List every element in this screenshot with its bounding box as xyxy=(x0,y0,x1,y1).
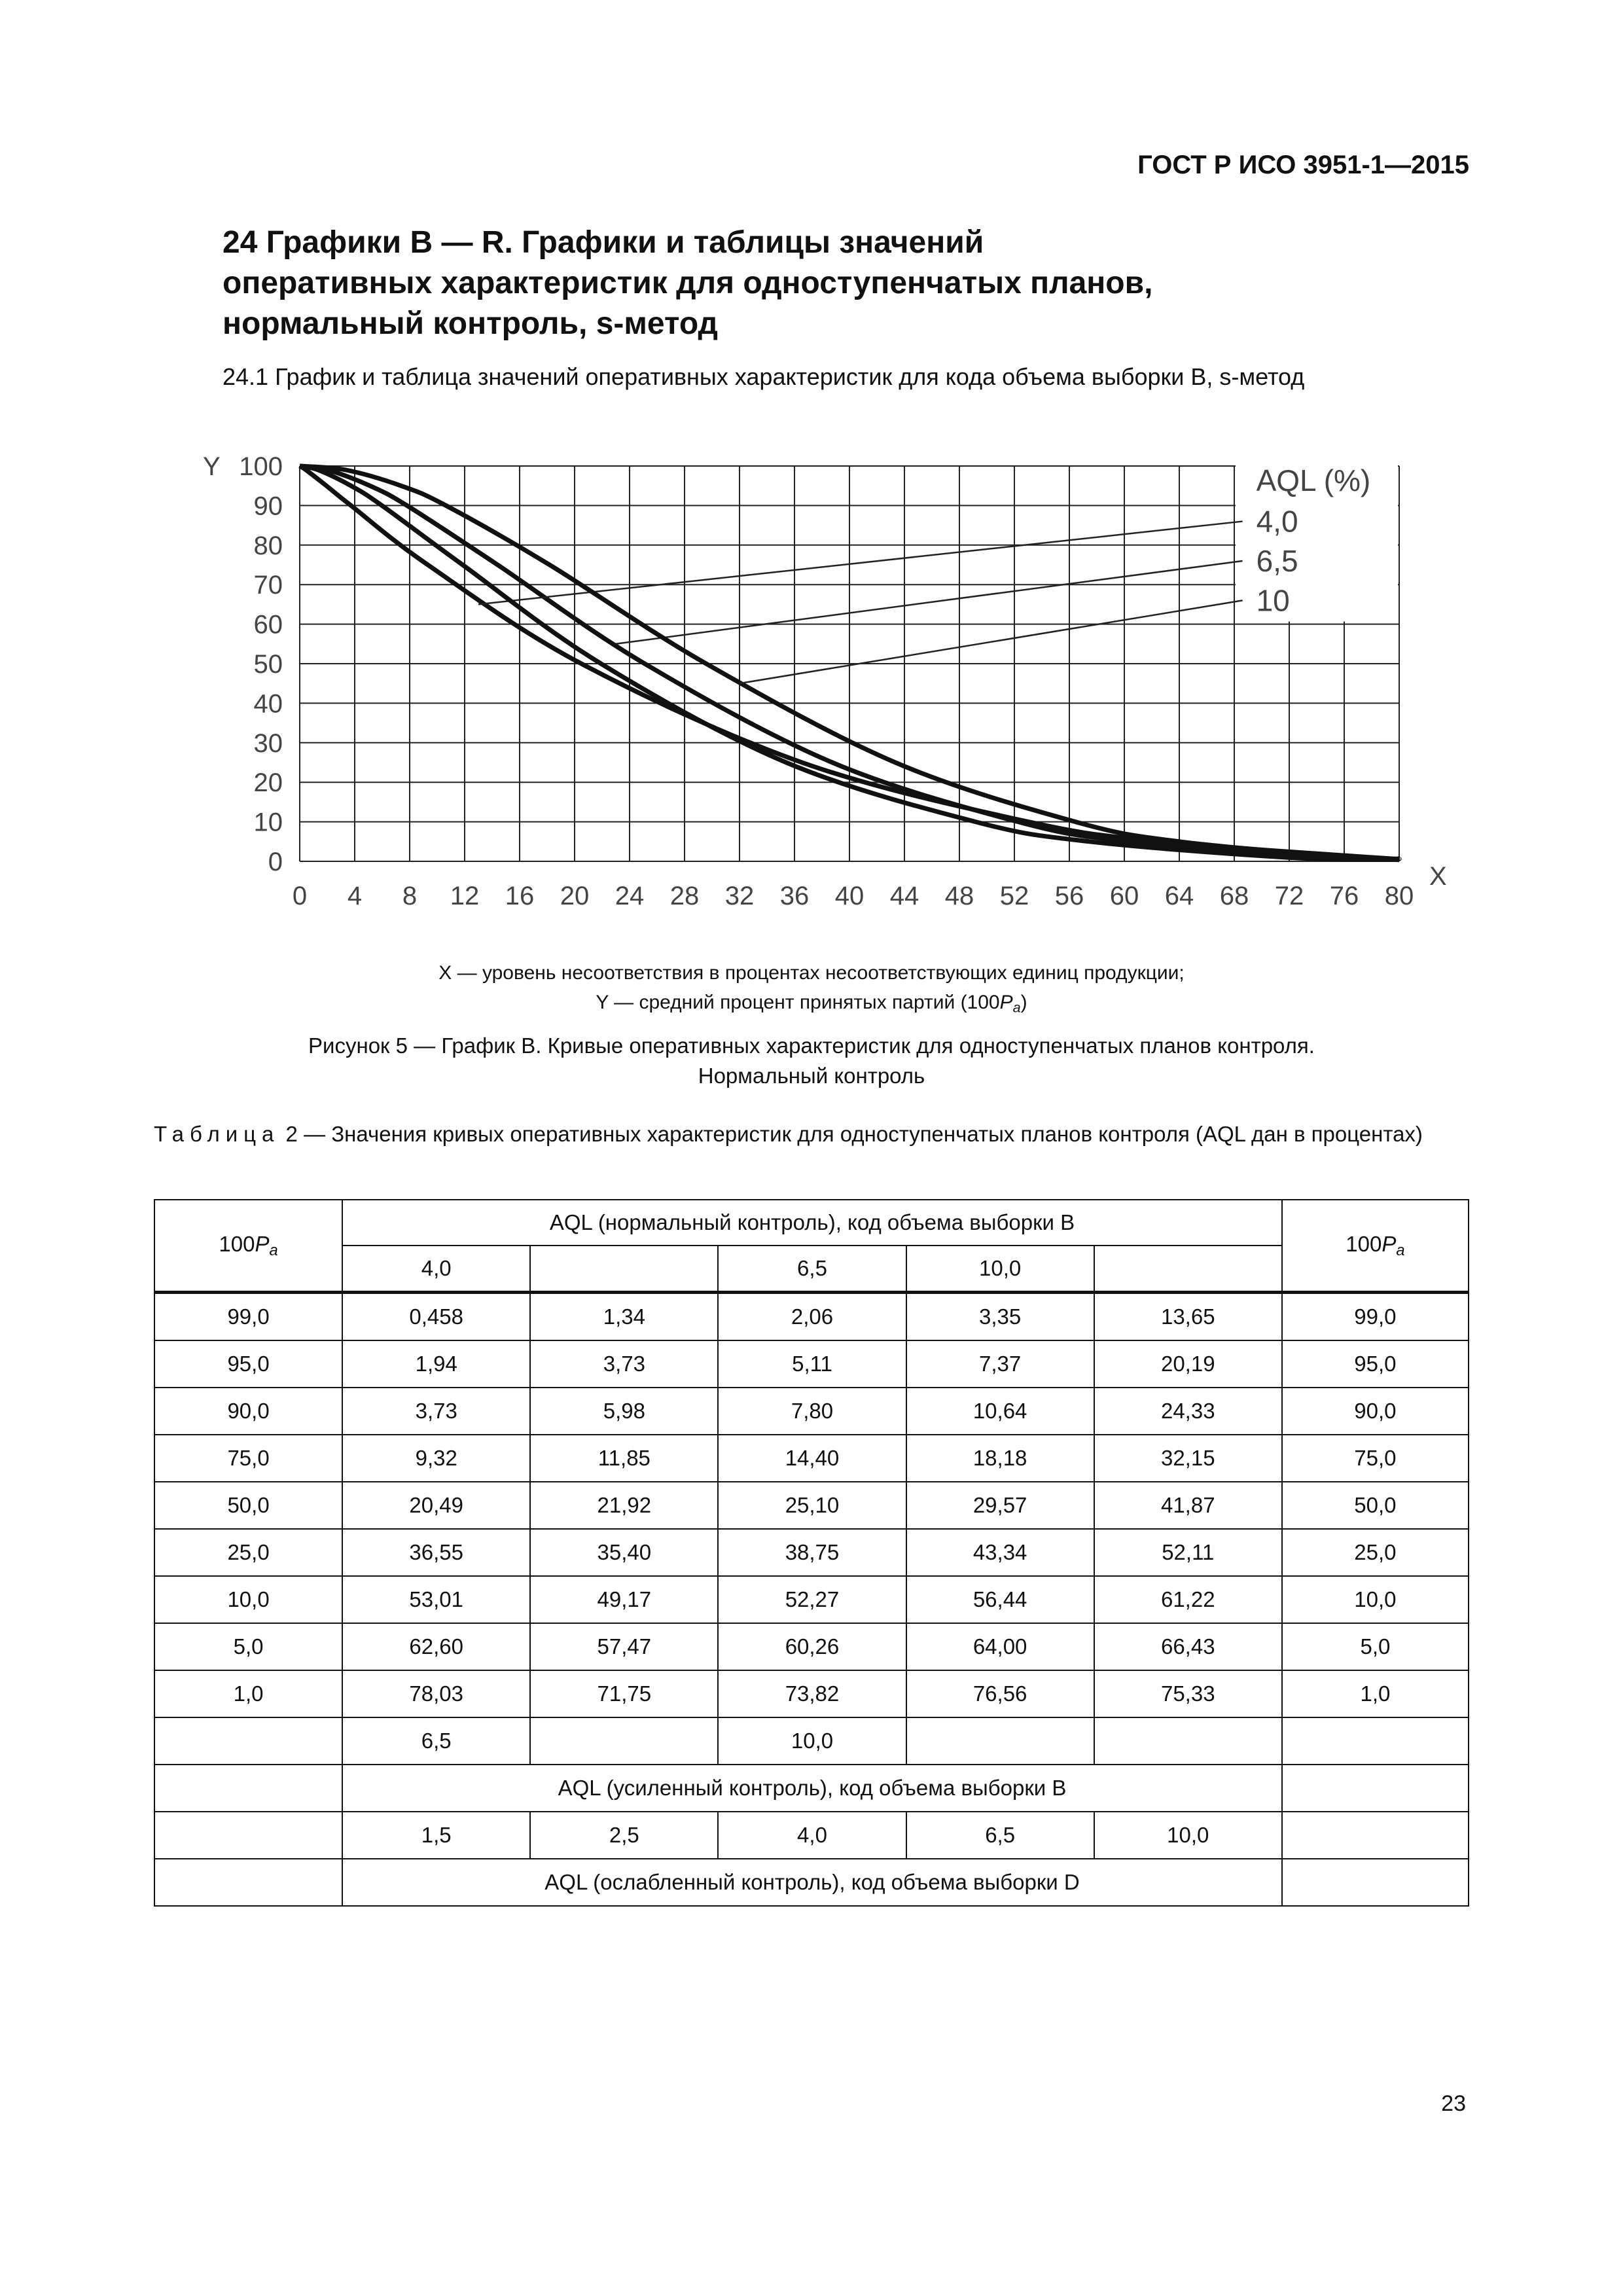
table-cell: 1,0 xyxy=(1282,1670,1469,1717)
table-cell: 20,49 xyxy=(342,1482,530,1529)
table-cell: 20,19 xyxy=(1094,1340,1282,1388)
header-aql-row xyxy=(154,1246,1469,1293)
table-row xyxy=(154,1670,1469,1717)
aql-cell: 1,5 xyxy=(342,1812,530,1859)
table-title xyxy=(154,1119,1469,1149)
table-cell: 76,56 xyxy=(906,1670,1094,1717)
oc-values-table xyxy=(154,1199,1469,1907)
oc-curves-chart xyxy=(183,439,1466,936)
header-normal-aql: AQL (нормальный контроль), код объема выборки B xyxy=(342,1200,1282,1246)
y-tick-label: 30 xyxy=(253,728,283,758)
y-tick-label: 100 xyxy=(239,452,283,481)
table-row xyxy=(154,1388,1469,1435)
table-cell: 29,57 xyxy=(906,1482,1094,1529)
header-aql-cell: 6,5 xyxy=(718,1246,906,1293)
x-tick-label: 32 xyxy=(724,882,755,910)
table-cell: 25,0 xyxy=(1282,1529,1469,1576)
empty-cell xyxy=(154,1812,342,1859)
y-tick-label: 0 xyxy=(268,848,283,876)
table-cell: 50,0 xyxy=(1282,1482,1469,1529)
section-title-line-3: нормальный контроль, s-метод xyxy=(223,306,719,341)
legend-label-aql: 10 xyxy=(1256,583,1290,618)
subsection-heading: 24.1 График и таблица значений оперативных характеристик для кода объема выборки B, s-метод xyxy=(223,363,1305,390)
x-tick-label: 52 xyxy=(999,882,1029,910)
y-tick-label: 20 xyxy=(253,768,283,798)
x-tick-label: 12 xyxy=(450,882,480,910)
table-cell: 57,47 xyxy=(530,1623,718,1670)
legend-y-axis xyxy=(0,992,1623,1016)
legend-label-aql: 6,5 xyxy=(1256,543,1298,578)
table-cell: 25,10 xyxy=(718,1482,906,1529)
oc-curves-svg xyxy=(183,439,1466,936)
header-100pa-right: $100P_a$ xyxy=(1282,1200,1469,1293)
y-tick-label: 50 xyxy=(253,650,283,679)
y-axis-label: Y xyxy=(203,452,221,481)
table-cell: 14,40 xyxy=(718,1435,906,1482)
table-cell: 25,0 xyxy=(154,1529,342,1576)
x-tick-label: 20 xyxy=(560,882,590,910)
x-tick-label: 56 xyxy=(1054,882,1084,910)
table-cell: 64,00 xyxy=(906,1623,1094,1670)
table-cell: 66,43 xyxy=(1094,1623,1282,1670)
table-cell: 99,0 xyxy=(1282,1293,1469,1341)
header-aql-cell xyxy=(530,1246,718,1293)
table-cell: 10,0 xyxy=(1282,1576,1469,1623)
table-cell: 35,40 xyxy=(530,1529,718,1576)
table-title-prefix: Таблица xyxy=(154,1122,280,1146)
table-cell: 18,18 xyxy=(906,1435,1094,1482)
table-cell: 78,03 xyxy=(342,1670,530,1717)
empty-cell xyxy=(154,1765,342,1812)
header-aql-cell xyxy=(1094,1246,1282,1293)
table-cell: 75,33 xyxy=(1094,1670,1282,1717)
table-cell: 53,01 xyxy=(342,1576,530,1623)
table-cell: 99,0 xyxy=(154,1293,342,1341)
table-cell: 9,32 xyxy=(342,1435,530,1482)
x-tick-label: 16 xyxy=(505,882,535,910)
x-tick-label: 68 xyxy=(1219,882,1249,910)
header-aql-cell: 4,0 xyxy=(342,1246,530,1293)
table-title-text: 2 — Значения кривых оперативных характеристик для одноступенчатых планов контроля (AQL дан в процентах) xyxy=(279,1122,1423,1146)
x-tick-label: 36 xyxy=(779,882,810,910)
empty-cell xyxy=(154,1717,342,1765)
y-tick-label: 70 xyxy=(253,571,283,600)
empty-cell xyxy=(1282,1812,1469,1859)
table-cell: 24,33 xyxy=(1094,1388,1282,1435)
x-tick-label: 60 xyxy=(1109,882,1139,910)
legend-x-axis: X — уровень несоответствия в процентах несоответствующих единиц продукции; xyxy=(438,962,1185,984)
table-cell: 95,0 xyxy=(154,1340,342,1388)
section-title-line-1: 24 Графики B — R. Графики и таблицы значений xyxy=(223,225,984,260)
aql-cell: 6,5 xyxy=(906,1812,1094,1859)
empty-cell xyxy=(1282,1859,1469,1906)
table-cell: 3,35 xyxy=(906,1293,1094,1341)
reduced-label-row xyxy=(154,1859,1469,1906)
x-tick-label: 48 xyxy=(944,882,974,910)
page-number: 23 xyxy=(1441,2091,1466,2116)
table-cell: 60,26 xyxy=(718,1623,906,1670)
x-tick-label: 4 xyxy=(347,882,363,910)
x-tick-label: 24 xyxy=(615,882,645,910)
table-cell: 10,0 xyxy=(154,1576,342,1623)
table-cell: 10,64 xyxy=(906,1388,1094,1435)
table-cell: 32,15 xyxy=(1094,1435,1282,1482)
leader-line xyxy=(616,561,1243,644)
leader-line xyxy=(740,600,1243,683)
legend-label-aql: 4,0 xyxy=(1256,504,1298,539)
table-cell: 75,0 xyxy=(154,1435,342,1482)
table-cell: 2,06 xyxy=(718,1293,906,1341)
table-cell: 5,11 xyxy=(718,1340,906,1388)
legend-title: AQL (%) xyxy=(1256,463,1371,497)
x-tick-label: 40 xyxy=(834,882,865,910)
table-cell: 62,60 xyxy=(342,1623,530,1670)
table-row xyxy=(154,1293,1469,1341)
reduced-aql-row xyxy=(154,1812,1469,1859)
table-cell: 1,0 xyxy=(154,1670,342,1717)
section-title xyxy=(223,223,1400,344)
table-cell: 5,0 xyxy=(154,1623,342,1670)
x-axis-label: X xyxy=(1429,862,1447,891)
table-row xyxy=(154,1435,1469,1482)
inspection-label-cell: AQL (усиленный контроль), код объема выборки B xyxy=(342,1765,1282,1812)
tightened-aql-row xyxy=(154,1717,1469,1765)
x-tick-label: 44 xyxy=(889,882,919,910)
table-row xyxy=(154,1340,1469,1388)
table-row xyxy=(154,1576,1469,1623)
table-cell: 56,44 xyxy=(906,1576,1094,1623)
legend-y-suffix: ) xyxy=(1020,992,1027,1013)
table-cell: 21,92 xyxy=(530,1482,718,1529)
table-cell: 52,11 xyxy=(1094,1529,1282,1576)
table-cell: 61,22 xyxy=(1094,1576,1282,1623)
x-tick-label: 76 xyxy=(1329,882,1359,910)
table-cell: 3,73 xyxy=(530,1340,718,1388)
table-cell: 0,458 xyxy=(342,1293,530,1341)
table-cell: 43,34 xyxy=(906,1529,1094,1576)
empty-cell xyxy=(1282,1717,1469,1765)
table-cell: 49,17 xyxy=(530,1576,718,1623)
table-cell: 11,85 xyxy=(530,1435,718,1482)
legend-y-sub: a xyxy=(1012,999,1021,1016)
table-cell: 3,73 xyxy=(342,1388,530,1435)
empty-cell xyxy=(1282,1765,1469,1812)
table-cell: 50,0 xyxy=(154,1482,342,1529)
aql-cell: 10,0 xyxy=(718,1717,906,1765)
x-tick-label: 0 xyxy=(292,882,308,910)
x-tick-label: 64 xyxy=(1164,882,1194,910)
legend-y-var: P xyxy=(999,992,1013,1013)
section-title-line-2: оперативных характеристик для одноступенчатых планов, xyxy=(223,266,1153,300)
table-cell: 52,27 xyxy=(718,1576,906,1623)
table-cell: 41,87 xyxy=(1094,1482,1282,1529)
x-tick-label: 28 xyxy=(669,882,700,910)
aql-cell: 4,0 xyxy=(718,1812,906,1859)
table-cell: 38,75 xyxy=(718,1529,906,1576)
table-cell: 36,55 xyxy=(342,1529,530,1576)
y-tick-label: 10 xyxy=(253,808,283,837)
table-cell: 1,34 xyxy=(530,1293,718,1341)
table-cell: 73,82 xyxy=(718,1670,906,1717)
x-tick-label: 72 xyxy=(1274,882,1304,910)
document-code: ГОСТ Р ИСО 3951-1—2015 xyxy=(1137,151,1469,179)
inspection-label-cell: AQL (ослабленный контроль), код объема выборки D xyxy=(342,1859,1282,1906)
table-cell: 7,37 xyxy=(906,1340,1094,1388)
y-tick-label: 90 xyxy=(253,492,283,521)
y-tick-label: 40 xyxy=(253,689,283,719)
table-cell: 5,0 xyxy=(1282,1623,1469,1670)
x-tick-label: 8 xyxy=(402,882,418,910)
y-tick-label: 80 xyxy=(253,531,283,560)
table-cell: 90,0 xyxy=(154,1388,342,1435)
table-cell: 13,65 xyxy=(1094,1293,1282,1341)
header-aql-cell: 10,0 xyxy=(906,1246,1094,1293)
table-cell: 95,0 xyxy=(1282,1340,1469,1388)
y-tick-label: 60 xyxy=(253,610,283,639)
aql-cell: 6,5 xyxy=(342,1717,530,1765)
aql-cell xyxy=(906,1717,1094,1765)
legend-y-prefix: Y — средний процент принятых партий (100 xyxy=(596,992,1000,1013)
empty-cell xyxy=(154,1859,342,1906)
tightened-label-row xyxy=(154,1765,1469,1812)
aql-cell: 2,5 xyxy=(530,1812,718,1859)
figure-caption-line-1: Рисунок 5 — График B. Кривые оперативных характеристик для одноступенчатых планов контроля. xyxy=(308,1033,1315,1058)
table-row xyxy=(154,1529,1469,1576)
table-cell: 90,0 xyxy=(1282,1388,1469,1435)
table-row xyxy=(154,1623,1469,1670)
figure-caption-line-2: Нормальный контроль xyxy=(698,1064,925,1088)
x-tick-label: 80 xyxy=(1384,882,1414,910)
figure-caption xyxy=(0,1031,1623,1091)
aql-cell xyxy=(530,1717,718,1765)
table-cell: 75,0 xyxy=(1282,1435,1469,1482)
header-100pa-left: $100P_a$ xyxy=(154,1200,342,1293)
table-cell: 1,94 xyxy=(342,1340,530,1388)
table-cell: 7,80 xyxy=(718,1388,906,1435)
table-row xyxy=(154,1482,1469,1529)
aql-cell xyxy=(1094,1717,1282,1765)
table-cell: 71,75 xyxy=(530,1670,718,1717)
aql-cell: 10,0 xyxy=(1094,1812,1282,1859)
table-cell: 5,98 xyxy=(530,1388,718,1435)
